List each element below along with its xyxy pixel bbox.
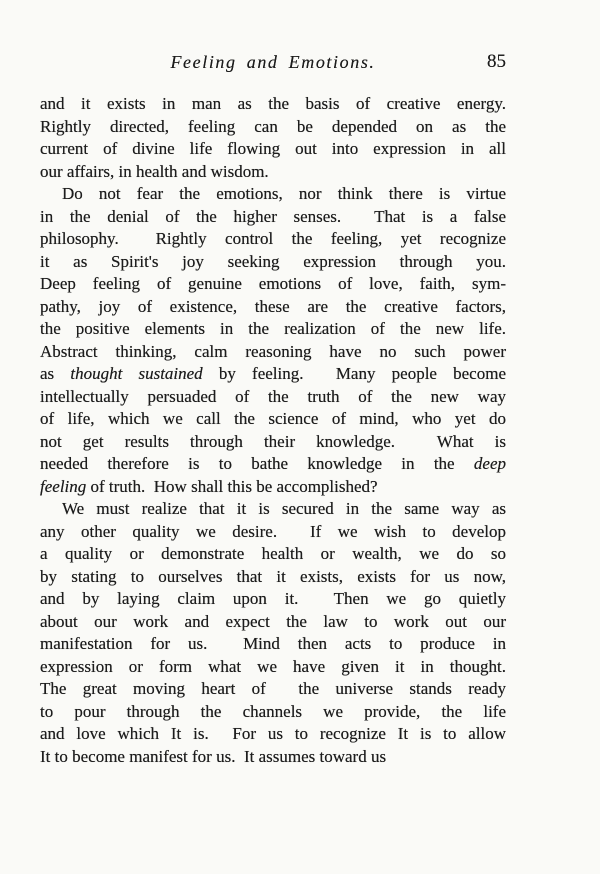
text-line — [40, 363, 506, 386]
page-header — [40, 0, 506, 73]
plain-text: our affairs, in health and wisdom. — [40, 161, 269, 181]
text-line — [40, 273, 506, 296]
text-line — [40, 296, 506, 319]
text-line — [40, 498, 506, 521]
plain-text: by feeling. Many people become — [202, 364, 506, 383]
text-line — [40, 408, 506, 431]
text-line — [40, 116, 506, 139]
plain-text: by stating to ourselves that it exists, exists for us now, — [40, 566, 506, 586]
plain-text: pathy, joy of existence, these are the creative factors, — [40, 296, 506, 316]
text-line — [40, 521, 506, 544]
plain-text: philosophy. Rightly control the feeling, yet recognize — [40, 229, 506, 248]
plain-text: current of divine life flowing out into expression in all — [40, 139, 506, 158]
plain-text: The great moving heart of the universe stands ready — [40, 679, 506, 698]
plain-text: Rightly directed, feeling can be depended on as the — [40, 116, 506, 136]
page-number: 85 — [487, 51, 506, 72]
plain-text: Deep feeling of genuine emotions of love, faith, sym- — [40, 274, 506, 293]
text-line — [40, 543, 506, 566]
text-block — [40, 0, 506, 768]
plain-text: as — [40, 364, 71, 383]
text-line — [40, 453, 506, 476]
plain-text: Do not fear the emotions, nor think there is virtue — [62, 184, 506, 203]
page-title: Feeling and Emotions. — [170, 52, 376, 72]
text-line — [40, 701, 506, 724]
plain-text: needed therefore is to bathe knowledge in the — [40, 454, 474, 473]
text-line — [40, 183, 506, 206]
text-line — [40, 318, 506, 341]
plain-text: and love which It is. For us to recognize It is to allow — [40, 724, 506, 743]
text-line — [40, 588, 506, 611]
text-line — [40, 341, 506, 364]
plain-text: the positive elements in the realization of the new life. — [40, 319, 506, 338]
text-line — [40, 161, 506, 184]
text-line — [40, 476, 506, 499]
plain-text: and it exists in man as the basis of creative energy. — [40, 94, 506, 113]
text-line — [40, 633, 506, 656]
plain-text: not get results through their knowledge. What is — [40, 431, 506, 451]
plain-text: to pour through the channels we provide, the life — [40, 701, 506, 721]
text-line — [40, 386, 506, 409]
italic-text: feeling — [40, 476, 87, 496]
plain-text: We must realize that it is secured in the same way as — [62, 499, 506, 518]
plain-text: about our work and expect the law to work out our — [40, 611, 506, 631]
italic-text: deep — [473, 454, 506, 473]
text-line — [40, 611, 506, 634]
text-line — [40, 93, 506, 116]
plain-text: of life, which we call the science of mind, who yet do — [40, 409, 506, 428]
text-line — [40, 656, 506, 679]
text-line — [40, 678, 506, 701]
plain-text: expression or form what we have given it in thought. — [40, 656, 506, 676]
text-line — [40, 138, 506, 161]
plain-text: of truth. How shall this be accomplished? — [86, 476, 378, 496]
text-line — [40, 723, 506, 746]
text-line — [40, 566, 506, 589]
plain-text: it as Spirit's joy seeking expression through you. — [40, 251, 506, 271]
text-line — [40, 431, 506, 454]
plain-text: intellectually persuaded of the truth of the new way — [40, 386, 506, 406]
text-line — [40, 228, 506, 251]
text-line — [40, 746, 506, 769]
page-body — [40, 93, 506, 768]
plain-text: It to become manifest for us. It assumes toward us — [40, 746, 387, 766]
plain-text: in the denial of the higher senses. That is a false — [40, 206, 506, 226]
italic-text: thought sustained — [70, 364, 203, 383]
plain-text: a quality or demonstrate health or wealth, we do so — [40, 544, 506, 563]
plain-text: and by laying claim upon it. Then we go quietly — [40, 589, 506, 608]
plain-text: any other quality we desire. If we wish to develop — [40, 521, 506, 541]
plain-text: Abstract thinking, calm reasoning have no such power — [40, 341, 506, 361]
text-line — [40, 251, 506, 274]
plain-text: manifestation for us. Mind then acts to produce in — [40, 634, 506, 653]
text-line — [40, 206, 506, 229]
